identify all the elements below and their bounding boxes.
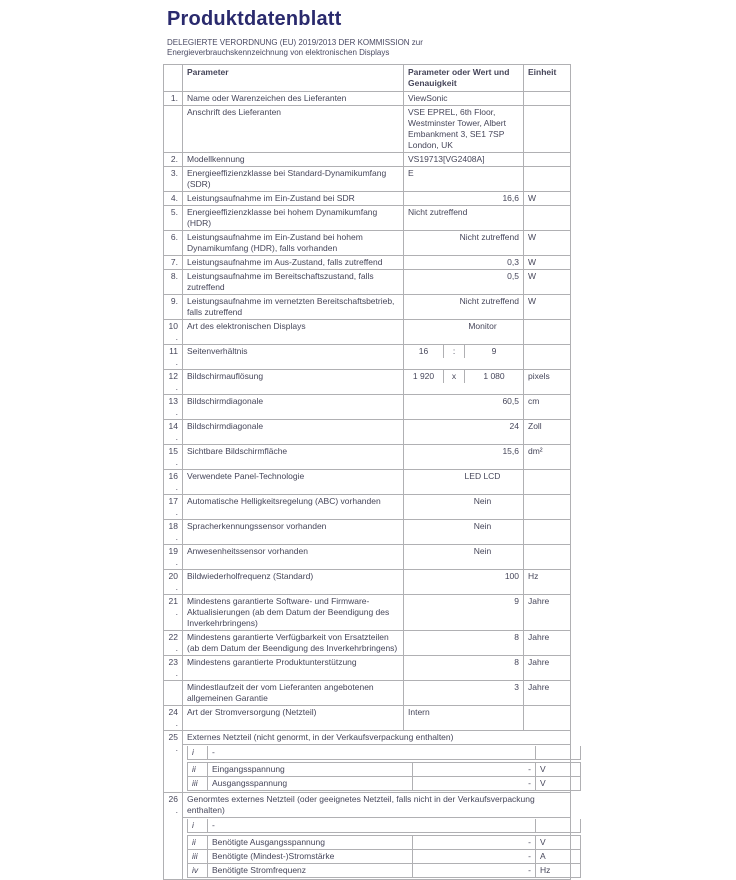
group-header-cell: Genormtes externes Netzteil (oder geeignetes Netzteil, falls nicht in der Verkaufsverpackung enthalten): [183, 793, 571, 818]
value-cell: Nein: [404, 520, 524, 545]
value-cell: LED LCD: [404, 470, 524, 495]
external-psu-subtable: [187, 746, 581, 760]
row-number: 19.: [164, 545, 183, 570]
table-row: [164, 231, 571, 256]
table-row: [164, 495, 571, 520]
unit-cell: [524, 106, 571, 153]
table-row: [164, 256, 571, 270]
value-cell: Nicht zutreffend: [404, 206, 524, 231]
value-cell: ViewSonic: [404, 92, 524, 106]
table-row: [164, 420, 571, 445]
row-number: 3.: [164, 167, 183, 192]
table-row: [164, 92, 571, 106]
value-cell: Nein: [404, 495, 524, 520]
row-number: 14.: [164, 420, 183, 445]
table-row: [164, 345, 571, 370]
table-row: [164, 445, 571, 470]
parameter-cell: Art des elektronischen Displays: [183, 320, 404, 345]
sub-parameter-cell: Benötigte Stromfrequenz: [208, 864, 413, 878]
row-number: [164, 681, 183, 706]
sub-unit-cell: V: [536, 763, 581, 777]
external-psu-subtable: [187, 835, 581, 878]
row-number: 17.: [164, 495, 183, 520]
row-number: 24.: [164, 706, 183, 731]
value-cell: 100: [404, 570, 524, 595]
value-cell: 0,5: [404, 270, 524, 295]
sub-row: [188, 850, 581, 864]
table-row: [164, 470, 571, 495]
sub-row-label: iii: [188, 850, 208, 864]
row-number: 15.: [164, 445, 183, 470]
unit-cell: [524, 92, 571, 106]
sub-row: [188, 819, 581, 833]
value-part: 1 920: [412, 371, 435, 381]
value-part: 1 080: [464, 370, 523, 383]
value-cell: [404, 370, 524, 395]
value-cell: 24: [404, 420, 524, 445]
sub-value-cell: -: [413, 850, 536, 864]
parameter-cell: Seitenverhältnis: [183, 345, 404, 370]
datasheet-page: [163, 5, 583, 880]
parameter-cell: Energieeffizienzklasse bei hohem Dynamikumfang (HDR): [183, 206, 404, 231]
sub-row-label: iii: [188, 777, 208, 791]
regulation-line-2: Energieverbrauchskennzeichnung von elektronischen Displays: [167, 48, 390, 57]
parameter-cell: Bildschirmdiagonale: [183, 395, 404, 420]
value-cell: E: [404, 167, 524, 192]
table-row: [164, 520, 571, 545]
table-row: [164, 106, 571, 153]
sub-row-label: iv: [188, 864, 208, 878]
row-number: 12.: [164, 370, 183, 395]
table-row: [164, 295, 571, 320]
external-psu-subtable: [187, 819, 581, 833]
unit-cell: [524, 153, 571, 167]
header-number-cell: [164, 65, 183, 92]
header-unit: Einheit: [524, 65, 571, 92]
value-part: :: [443, 345, 464, 358]
parameter-cell: Leistungsaufnahme im Ein-Zustand bei SDR: [183, 192, 404, 206]
parameter-cell: Leistungsaufnahme im Bereitschaftszustand, falls zutreffend: [183, 270, 404, 295]
unit-cell: [524, 320, 571, 345]
parameter-cell: Art der Stromversorgung (Netzteil): [183, 706, 404, 731]
parameter-cell: Bildschirmdiagonale: [183, 420, 404, 445]
row-number: 22.: [164, 631, 183, 656]
value-cell: Nicht zutreffend: [404, 231, 524, 256]
sub-value-cell: -: [413, 864, 536, 878]
unit-cell: W: [524, 256, 571, 270]
sub-row-label: i: [188, 746, 208, 760]
table-row: [164, 395, 571, 420]
sub-value-cell: -: [413, 777, 536, 791]
row-number: 23.: [164, 656, 183, 681]
sub-row-label: ii: [188, 763, 208, 777]
unit-cell: [524, 345, 571, 370]
value-part: x: [443, 370, 464, 383]
parameter-cell: Anwesenheitssensor vorhanden: [183, 545, 404, 570]
row-number: 6.: [164, 231, 183, 256]
value-split-group: [404, 345, 523, 358]
sub-value-cell: -: [413, 836, 536, 850]
table-row: [164, 320, 571, 345]
table-row: [164, 167, 571, 192]
table-row: [164, 706, 571, 731]
table-row: [164, 793, 571, 818]
unit-cell: W: [524, 192, 571, 206]
unit-cell: [524, 470, 571, 495]
external-psu-subtable: [187, 762, 581, 791]
row-number: 20.: [164, 570, 183, 595]
sub-row: [188, 864, 581, 878]
table-subrow-container: [164, 818, 571, 880]
unit-cell: pixels: [524, 370, 571, 395]
unit-cell: Jahre: [524, 681, 571, 706]
row-number: 2.: [164, 153, 183, 167]
row-number: 10.: [164, 320, 183, 345]
table-header-row: [164, 65, 571, 92]
page-title: Produktdatenblatt: [167, 8, 342, 30]
value-part: 9: [464, 345, 523, 358]
value-cell: 60,5: [404, 395, 524, 420]
table-row: [164, 656, 571, 681]
sub-parameter-cell: Benötigte (Mindest-)Stromstärke: [208, 850, 413, 864]
table-row: [164, 206, 571, 231]
sub-parameter-cell: Ausgangsspannung: [208, 777, 413, 791]
group-body-cell: [183, 818, 571, 880]
sub-row: [188, 763, 581, 777]
group-body-cell: [183, 745, 571, 793]
parameter-cell: Bildschirmauflösung: [183, 370, 404, 395]
unit-cell: W: [524, 270, 571, 295]
sub-parameter-cell: Benötigte Ausgangsspannung: [208, 836, 413, 850]
row-number: 26.: [164, 793, 183, 880]
row-number: 13.: [164, 395, 183, 420]
row-number: 7.: [164, 256, 183, 270]
sub-row: [188, 777, 581, 791]
table-row: [164, 631, 571, 656]
value-cell: 16,6: [404, 192, 524, 206]
unit-cell: dm²: [524, 445, 571, 470]
unit-cell: [524, 206, 571, 231]
table-row: [164, 595, 571, 631]
value-cell: Nicht zutreffend: [404, 295, 524, 320]
parameter-cell: Mindestens garantierte Verfügbarkeit von Ersatzteilen (ab dem Datum der Beendigung des Inverkehrbringens): [183, 631, 404, 656]
unit-cell: [524, 167, 571, 192]
row-number: 16.: [164, 470, 183, 495]
row-number: 9.: [164, 295, 183, 320]
unit-cell: W: [524, 231, 571, 256]
unit-cell: [524, 520, 571, 545]
table-row: [164, 731, 571, 745]
parameter-cell: Mindestens garantierte Produktunterstützung: [183, 656, 404, 681]
value-cell: [404, 345, 524, 370]
sub-parameter-cell: -: [208, 746, 536, 760]
row-number: 4.: [164, 192, 183, 206]
unit-cell: Hz: [524, 570, 571, 595]
sub-parameter-cell: Eingangsspannung: [208, 763, 413, 777]
value-split-group: [404, 370, 523, 383]
value-cell: Intern: [404, 706, 524, 731]
sub-parameter-cell: -: [208, 819, 536, 833]
sub-row-label: i: [188, 819, 208, 833]
value-cell: Monitor: [404, 320, 524, 345]
parameter-cell: Leistungsaufnahme im Aus-Zustand, falls zutreffend: [183, 256, 404, 270]
value-cell: VSE EPREL, 6th Floor, Westminster Tower, Albert Embankment 3, SE1 7SP London, UK: [404, 106, 524, 153]
parameter-cell: Leistungsaufnahme im Ein-Zustand bei hohem Dynamikumfang (HDR), falls vorhanden: [183, 231, 404, 256]
parameter-cell: Spracherkennungssensor vorhanden: [183, 520, 404, 545]
table-subrow-container: [164, 745, 571, 793]
unit-cell: Jahre: [524, 656, 571, 681]
table-row: [164, 270, 571, 295]
unit-cell: [524, 495, 571, 520]
value-cell: Nein: [404, 545, 524, 570]
parameter-cell: Anschrift des Lieferanten: [183, 106, 404, 153]
sub-unit-cell: [536, 746, 581, 760]
group-header-cell: Externes Netzteil (nicht genormt, in der Verkaufsverpackung enthalten): [183, 731, 571, 745]
unit-cell: Zoll: [524, 420, 571, 445]
table-row: [164, 681, 571, 706]
row-number: 11.: [164, 345, 183, 370]
table-row: [164, 545, 571, 570]
table-row: [164, 370, 571, 395]
parameter-cell: Mindestens garantierte Software- und Firmware-Aktualisierungen (ab dem Datum der Beendigung des Inverkehrbringens): [183, 595, 404, 631]
sub-value-cell: -: [413, 763, 536, 777]
row-number: 5.: [164, 206, 183, 231]
parameter-cell: Verwendete Panel-Technologie: [183, 470, 404, 495]
sub-unit-cell: [536, 819, 581, 833]
parameter-cell: Bildwiederholfrequenz (Standard): [183, 570, 404, 595]
sub-unit-cell: A: [536, 850, 581, 864]
table-row: [164, 192, 571, 206]
sub-unit-cell: V: [536, 836, 581, 850]
unit-cell: W: [524, 295, 571, 320]
value-cell: 0,3: [404, 256, 524, 270]
row-number: [164, 106, 183, 153]
sub-unit-cell: V: [536, 777, 581, 791]
table-body: [164, 92, 571, 880]
header-value: Parameter oder Wert und Genauigkeit: [404, 65, 524, 92]
parameter-cell: Mindestlaufzeit der vom Lieferanten angebotenen allgemeinen Garantie: [183, 681, 404, 706]
unit-cell: Jahre: [524, 631, 571, 656]
value-cell: 8: [404, 656, 524, 681]
parameter-cell: Energieeffizienzklasse bei Standard-Dynamikumfang (SDR): [183, 167, 404, 192]
sub-row: [188, 836, 581, 850]
unit-cell: [524, 706, 571, 731]
parameter-cell: Name oder Warenzeichen des Lieferanten: [183, 92, 404, 106]
unit-cell: Jahre: [524, 595, 571, 631]
row-number: 1.: [164, 92, 183, 106]
datasheet-table: [163, 64, 571, 880]
value-cell: 3: [404, 681, 524, 706]
regulation-line-1: DELEGIERTE VERORDNUNG (EU) 2019/2013 DER KOMMISSION zur: [167, 38, 423, 47]
sub-row-label: ii: [188, 836, 208, 850]
value-cell: VS19713[VG2408A]: [404, 153, 524, 167]
parameter-cell: Modellkennung: [183, 153, 404, 167]
sub-unit-cell: Hz: [536, 864, 581, 878]
table-row: [164, 570, 571, 595]
row-number: 21.: [164, 595, 183, 631]
unit-cell: [524, 545, 571, 570]
table-row: [164, 153, 571, 167]
row-number: 18.: [164, 520, 183, 545]
row-number: 8.: [164, 270, 183, 295]
parameter-cell: Sichtbare Bildschirmfläche: [183, 445, 404, 470]
value-cell: 15,6: [404, 445, 524, 470]
parameter-cell: Automatische Helligkeitsregelung (ABC) vorhanden: [183, 495, 404, 520]
row-number: 25.: [164, 731, 183, 793]
parameter-cell: Leistungsaufnahme im vernetzten Bereitschaftsbetrieb, falls zutreffend: [183, 295, 404, 320]
value-part: 16: [418, 346, 429, 356]
value-cell: 8: [404, 631, 524, 656]
sub-row: [188, 746, 581, 760]
unit-cell: cm: [524, 395, 571, 420]
value-cell: 9: [404, 595, 524, 631]
header-parameter: Parameter: [183, 65, 404, 92]
